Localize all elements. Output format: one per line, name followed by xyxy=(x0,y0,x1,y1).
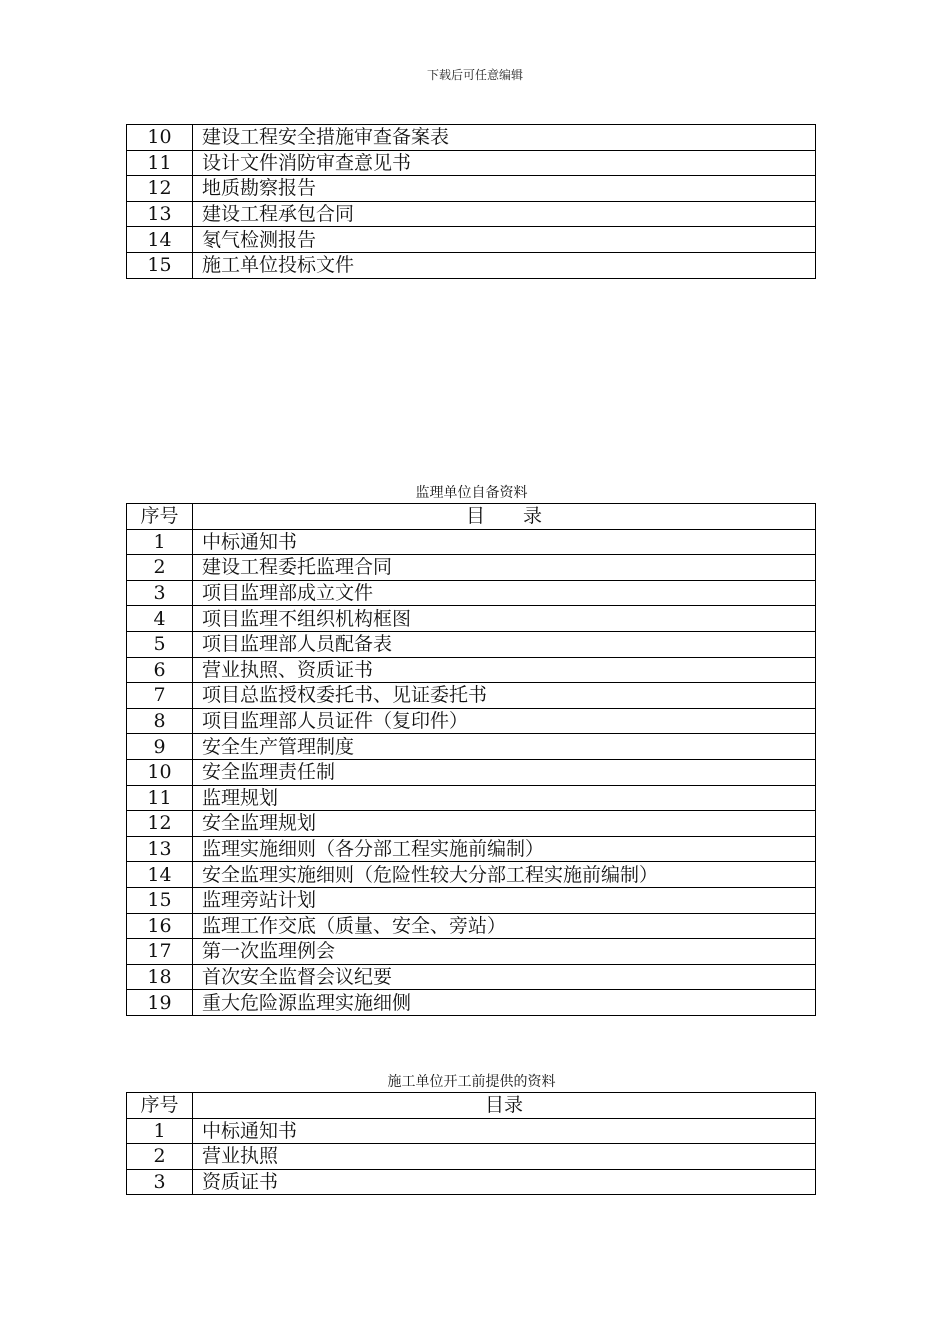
table-row xyxy=(127,811,816,837)
page-header: 下载后可任意编辑 xyxy=(426,68,523,82)
row-number: 15 xyxy=(127,887,193,913)
row-number: 18 xyxy=(127,964,193,990)
row-item: 项目监理不组织机构框图 xyxy=(193,606,816,632)
table-row xyxy=(127,150,816,176)
row-number: 15 xyxy=(127,252,193,278)
table-row xyxy=(127,1118,816,1144)
column-header-no: 序号 xyxy=(127,504,193,530)
row-number: 8 xyxy=(127,708,193,734)
row-number: 14 xyxy=(127,227,193,253)
row-item: 氡气检测报告 xyxy=(193,227,816,253)
table-header-row xyxy=(127,1093,816,1119)
row-item: 设计文件消防审查意见书 xyxy=(193,150,816,176)
table-contractor-docs xyxy=(126,1092,816,1195)
row-number: 11 xyxy=(127,785,193,811)
table-header-row xyxy=(127,504,816,530)
row-item: 安全生产管理制度 xyxy=(193,734,816,760)
row-item: 中标通知书 xyxy=(193,529,816,555)
row-number: 7 xyxy=(127,683,193,709)
column-header-item: 目录 xyxy=(193,1093,816,1119)
table-row xyxy=(127,555,816,581)
row-number: 4 xyxy=(127,606,193,632)
table-body xyxy=(127,529,816,1015)
row-item: 建设工程委托监理合同 xyxy=(193,555,816,581)
row-item: 资质证书 xyxy=(193,1169,816,1195)
table-caption-supervision: 监理单位自备资料 xyxy=(415,485,528,501)
row-item: 监理旁站计划 xyxy=(193,887,816,913)
table-row xyxy=(127,734,816,760)
row-item: 安全监理责任制 xyxy=(193,759,816,785)
row-item: 安全监理规划 xyxy=(193,811,816,837)
row-item: 建设工程承包合同 xyxy=(193,201,816,227)
table-row xyxy=(127,836,816,862)
row-item: 地质勘察报告 xyxy=(193,176,816,202)
table-row xyxy=(127,683,816,709)
table-row xyxy=(127,1144,816,1170)
table-caption-contractor: 施工单位开工前提供的资料 xyxy=(387,1074,556,1090)
table-row xyxy=(127,657,816,683)
table-row xyxy=(127,939,816,965)
row-item: 重大危险源监理实施细侧 xyxy=(193,990,816,1016)
row-number: 5 xyxy=(127,631,193,657)
column-header-item: 目 录 xyxy=(193,504,816,530)
row-number: 3 xyxy=(127,1169,193,1195)
table-row xyxy=(127,125,816,151)
table-body xyxy=(127,1118,816,1195)
table-row xyxy=(127,606,816,632)
table-row xyxy=(127,631,816,657)
table-supervision-docs xyxy=(126,503,816,1016)
row-item: 建设工程安全措施审查备案表 xyxy=(193,125,816,151)
table-body xyxy=(127,125,816,279)
table-row xyxy=(127,252,816,278)
row-number: 2 xyxy=(127,555,193,581)
row-number: 12 xyxy=(127,176,193,202)
row-item: 第一次监理例会 xyxy=(193,939,816,965)
row-number: 17 xyxy=(127,939,193,965)
table-row xyxy=(127,201,816,227)
row-item: 施工单位投标文件 xyxy=(193,252,816,278)
row-number: 2 xyxy=(127,1144,193,1170)
table-construction-docs xyxy=(126,124,816,279)
row-number: 10 xyxy=(127,759,193,785)
row-item: 监理规划 xyxy=(193,785,816,811)
table-row xyxy=(127,227,816,253)
row-number: 9 xyxy=(127,734,193,760)
row-item: 安全监理实施细则（危险性较大分部工程实施前编制） xyxy=(193,862,816,888)
row-number: 11 xyxy=(127,150,193,176)
column-header-no: 序号 xyxy=(127,1093,193,1119)
table-row xyxy=(127,580,816,606)
row-item: 营业执照 xyxy=(193,1144,816,1170)
row-item: 监理工作交底（质量、安全、旁站） xyxy=(193,913,816,939)
table-row xyxy=(127,785,816,811)
row-number: 19 xyxy=(127,990,193,1016)
table-row xyxy=(127,862,816,888)
row-item: 营业执照、资质证书 xyxy=(193,657,816,683)
row-number: 14 xyxy=(127,862,193,888)
row-number: 12 xyxy=(127,811,193,837)
row-item: 项目监理部成立文件 xyxy=(193,580,816,606)
row-number: 3 xyxy=(127,580,193,606)
row-number: 13 xyxy=(127,836,193,862)
table-row xyxy=(127,708,816,734)
table-row xyxy=(127,913,816,939)
row-number: 16 xyxy=(127,913,193,939)
row-number: 13 xyxy=(127,201,193,227)
table-row xyxy=(127,759,816,785)
row-number: 1 xyxy=(127,529,193,555)
table-row xyxy=(127,887,816,913)
row-item: 首次安全监督会议纪要 xyxy=(193,964,816,990)
row-number: 6 xyxy=(127,657,193,683)
row-item: 项目监理部人员配备表 xyxy=(193,631,816,657)
row-item: 监理实施细则（各分部工程实施前编制） xyxy=(193,836,816,862)
row-number: 1 xyxy=(127,1118,193,1144)
row-item: 项目监理部人员证件（复印件） xyxy=(193,708,816,734)
row-item: 项目总监授权委托书、见证委托书 xyxy=(193,683,816,709)
table-row xyxy=(127,176,816,202)
table-row xyxy=(127,1169,816,1195)
row-number: 10 xyxy=(127,125,193,151)
row-item: 中标通知书 xyxy=(193,1118,816,1144)
table-row xyxy=(127,529,816,555)
table-row xyxy=(127,964,816,990)
table-row xyxy=(127,990,816,1016)
